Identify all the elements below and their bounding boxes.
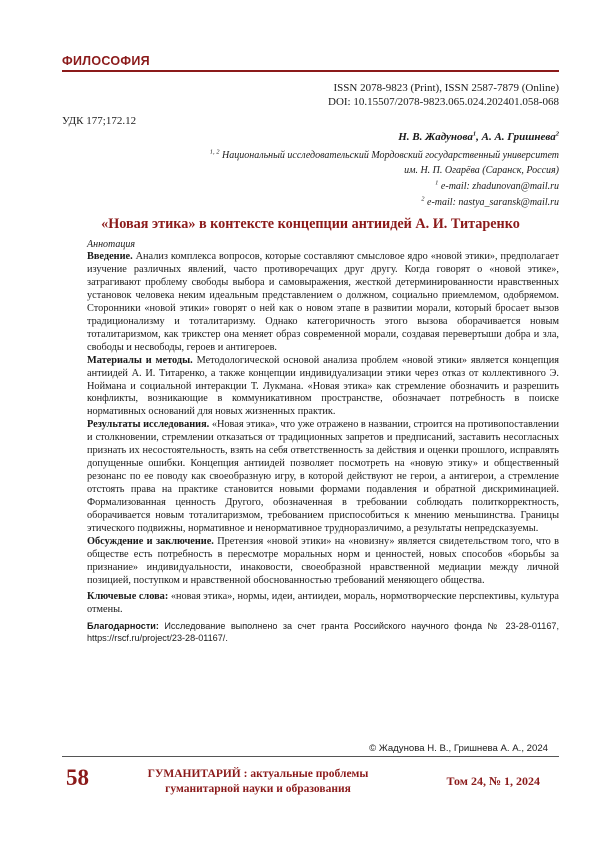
article-title: «Новая этика» в контексте концепции антиидей А. И. Титаренко bbox=[101, 216, 520, 232]
methods-label: Материалы и методы. bbox=[87, 354, 193, 366]
abstract-results bbox=[87, 419, 559, 536]
affiliation-line-1 bbox=[210, 149, 559, 162]
issue-info: Том 24, № 1, 2024 bbox=[446, 774, 540, 788]
author-2-sup: 2 bbox=[555, 130, 559, 138]
author-separator: , bbox=[476, 131, 482, 143]
email-1 bbox=[435, 180, 559, 193]
keywords-label: Ключевые слова: bbox=[87, 590, 169, 602]
discussion-label: Обсуждение и заключение. bbox=[87, 535, 214, 547]
results-text: «Новая этика», что уже отражено в названии, строится на противопоставлении и столкновении, стремлении отказаться от традиционных запретов и предписаний, заставить несогласных признать их несостоятельность, взять на себя ответственность за действия и оценки прошлого, исправлять допущенные ошибки. Концепция антиидей позволяет посмотреть на «новую этику» и общественный резонанс по ее поводу как своеобразную игру, в которой действуют не герои, а антигерои, а стремление отстоять права на практике становится новыми формами подавления и обратной дискриминацией. Формализованная ценность Другого, обозначенная в требовании соблюдать политкорректность, оборачивается новым тоталитаризмом, требованием приспособиться к мнению меньшинства. Границы этического подвижны, нормативное и ненормативное трудноразличимо, а результаты непредсказуемы. bbox=[87, 419, 559, 535]
funding-text: Исследование выполнено за счет гранта Российского научного фонда № 23-28-01167, https://rscf.ru/project/23-28-01167/. bbox=[87, 620, 559, 643]
funding-label: Благодарности: bbox=[87, 620, 159, 631]
section-header: ФИЛОСОФИЯ bbox=[62, 54, 150, 68]
abstract-discussion bbox=[87, 536, 559, 588]
email-2-text: e-mail: nastya_saransk@mail.ru bbox=[424, 197, 559, 208]
page-number: 58 bbox=[66, 765, 89, 790]
issn-line: ISSN 2078-9823 (Print), ISSN 2587-7879 (Online) bbox=[333, 82, 559, 94]
udk-code: УДК 177;172.12 bbox=[62, 115, 137, 127]
email-2-sup: 2 bbox=[421, 195, 425, 203]
affiliation-line-2: им. Н. П. Огарёва (Саранск, Россия) bbox=[404, 165, 559, 176]
introduction-text: Анализ комплекса вопросов, которые составляют смысловое ядро «новой этики», предполагает изучение различных явлений, часто противоречащих друг другу. Когда говорят о «новой этике», затрагивают проблему свободы выбора и самовыражения, жесткой детерминированности нравственных установок человека неким идеальным представлением о должном, социально приемлемом, одобряемом. Сторонники «новой этики» говорят о ней как о новом этапе в развитии морали, который бросает вызов традиционализму и тоталитаризму. Однако категоричность этого вызова оборачивается новым тоталитаризмом, как трикстер она меняет образ современной морали, создавая перевертыши добра и зла, свободы и несвободы, героев и антигероев. bbox=[87, 251, 559, 353]
keywords bbox=[87, 591, 559, 617]
abstract-body bbox=[87, 251, 559, 644]
journal-name bbox=[140, 767, 376, 797]
abstract-introduction bbox=[87, 251, 559, 355]
results-label: Результаты исследования. bbox=[87, 419, 210, 431]
copyright: © Жадунова Н. В., Гришнева А. А., 2024 bbox=[369, 743, 548, 754]
authors bbox=[398, 131, 559, 143]
author-1-sup: 1 bbox=[472, 130, 477, 138]
email-1-sup: 1 bbox=[435, 179, 439, 187]
author-2: А. А. Гришнева bbox=[481, 131, 556, 143]
email-1-text: e-mail: zhadunovan@mail.ru bbox=[438, 181, 559, 192]
abstract-label: Аннотация bbox=[87, 239, 136, 250]
affiliation-text: Национальный исследовательский Мордовский государственный университет bbox=[219, 150, 559, 161]
header-rule bbox=[62, 70, 559, 72]
email-2 bbox=[421, 196, 559, 209]
footer-rule bbox=[62, 756, 559, 757]
journal-line-1: ГУМАНИТАРИЙ : актуальные проблемы bbox=[147, 768, 369, 780]
methods-text: Методологической основой анализа проблем «новой этики» является концепция антиидей А. И. Титаренко, а также концепции индивидуализации этики через отказ от коллективного Э. Ноймана и социальной интеракции Т. Лукмана. «Новая этика» как стремление обозначить и разрешить конфликты, возникающие в коммуникативном пространстве, обозначает потребность в поиске нормативных оснований для новых жизненных практик. bbox=[87, 354, 559, 418]
keywords-text: «новая этика», нормы, идеи, антиидеи, мораль, нормотворческие перспективы, культура отмены. bbox=[87, 590, 560, 615]
affiliation-sup: 1, 2 bbox=[209, 148, 220, 156]
funding-acknowledgement bbox=[87, 620, 559, 644]
journal-line-2: гуманитарной науки и образования bbox=[165, 783, 351, 795]
doi-line: DOI: 10.15507/2078-9823.065.024.202401.058-068 bbox=[328, 96, 559, 108]
introduction-label: Введение. bbox=[87, 251, 133, 262]
discussion-text: Претензия «новой этики» на «новизну» является свидетельством того, что в обществе есть потребность в пересмотре моральных норм и ценностей, новых способов «борьбы за признание» индивидуальности, инаковости, своеобразной нравственной медиации между личной позицией, поступком и нравственной обоснованностью требований меняющего общества. bbox=[87, 535, 559, 586]
abstract-methods bbox=[87, 355, 559, 420]
author-1: Н. В. Жадунова bbox=[398, 131, 473, 143]
